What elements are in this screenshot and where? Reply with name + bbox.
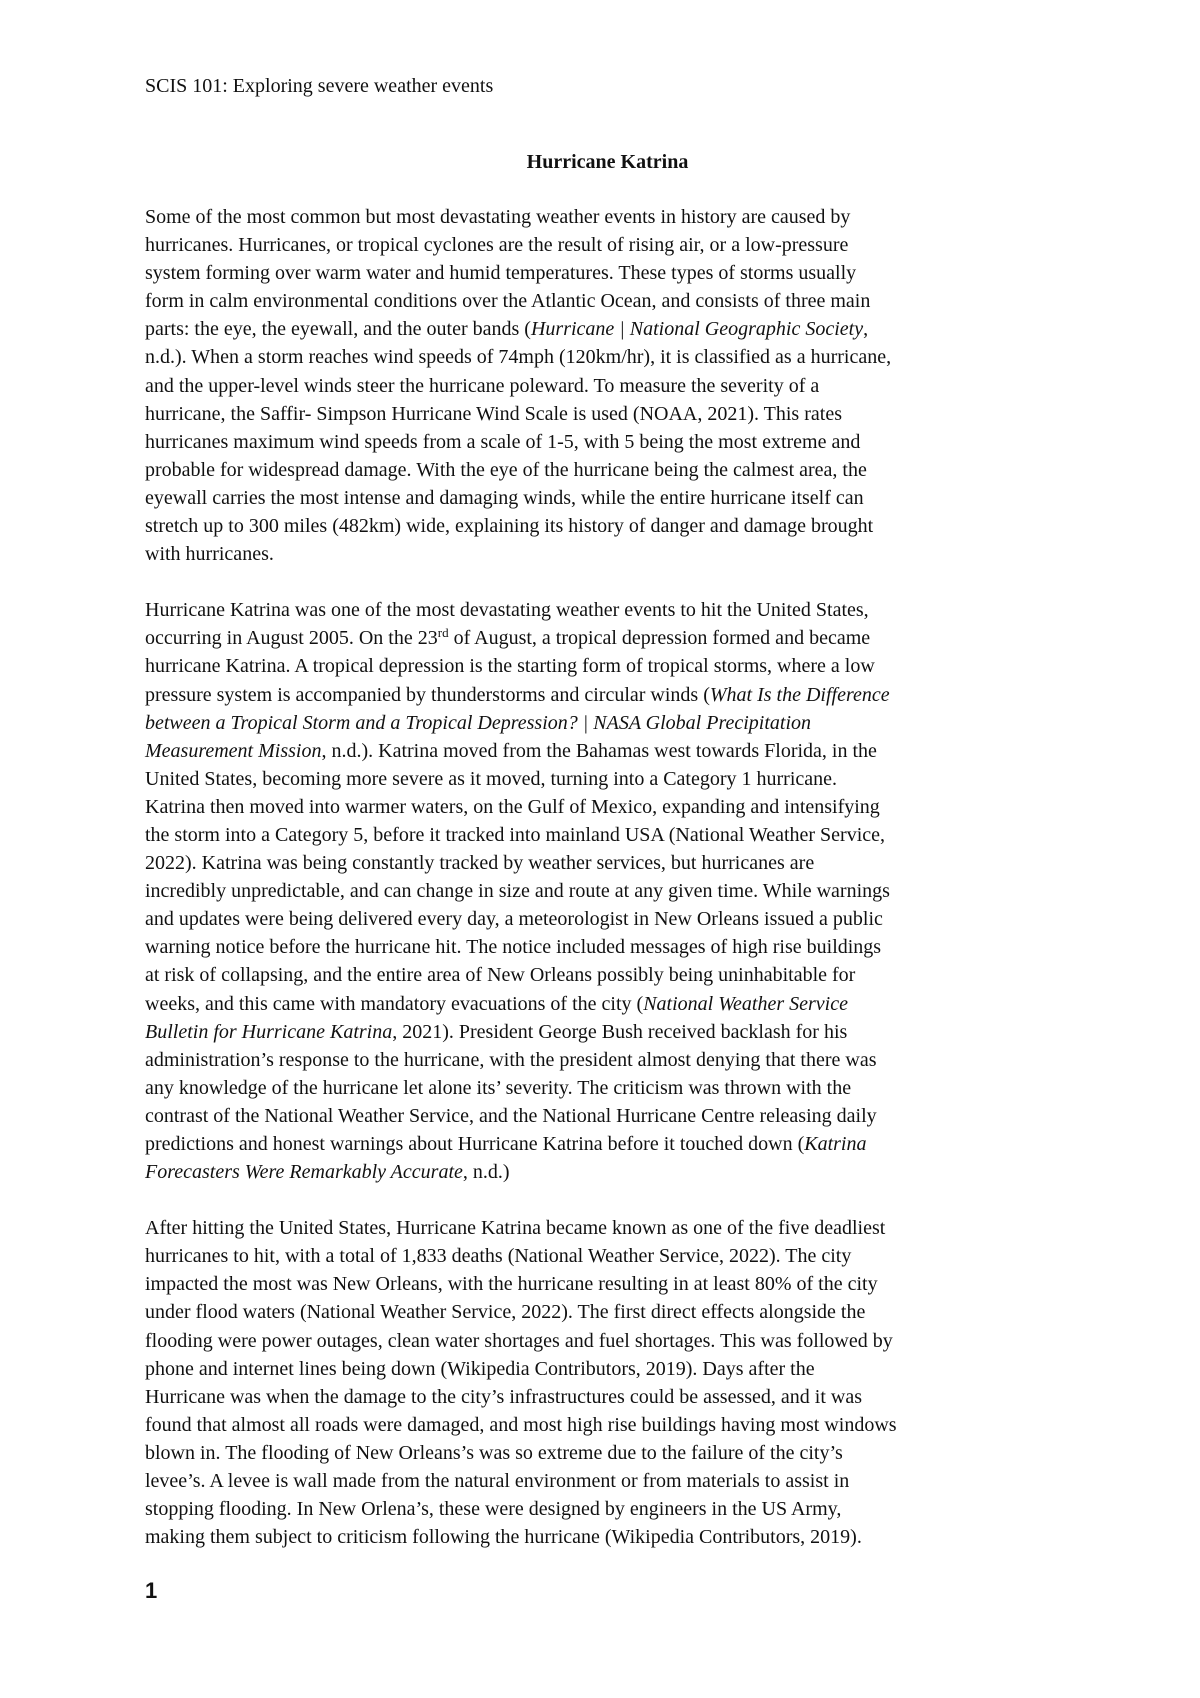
text-run: contrast of the National Weather Service, and the National Hurricane Centre releasing daily	[145, 1104, 877, 1127]
text-line	[145, 1383, 1075, 1411]
text-line	[145, 709, 1075, 737]
text-run: system forming over warm water and humid temperatures. These types of storms usually	[145, 262, 857, 285]
text-line	[145, 1214, 1075, 1242]
text-run: United States, becoming more severe as it moved, turning into a Category 1 hurricane.	[145, 767, 838, 790]
text-line	[145, 428, 1075, 456]
text-line	[145, 456, 1075, 484]
body-paragraph	[145, 203, 1075, 568]
text-line	[145, 905, 1075, 933]
text-run: impacted the most was New Orleans, with the hurricane resulting in at least 80% of the city	[145, 1273, 878, 1296]
citation-title: Katrina	[804, 1133, 867, 1155]
text-line	[145, 484, 1075, 512]
text-line	[145, 765, 1075, 793]
text-run: eyewall carries the most intense and damaging winds, while the entire hurricane itself can	[145, 486, 864, 509]
text-run: predictions and honest warnings about Hurricane Katrina before it touched down (	[145, 1133, 805, 1155]
text-run: , n.d.)	[462, 1161, 510, 1184]
text-run: ,	[863, 318, 869, 341]
text-line	[145, 990, 1075, 1018]
text-line	[145, 1158, 1075, 1186]
text-line	[145, 652, 1075, 680]
text-run: hurricanes to hit, with a total of 1,833 deaths (National Weather Service, 2022). The city	[145, 1245, 852, 1268]
text-run: 2022). Katrina was being constantly tracked by weather services, but hurricanes are	[145, 852, 815, 875]
text-line	[145, 1495, 1075, 1523]
text-run: hurricane, the Saffir- Simpson Hurricane Wind Scale is used (NOAA, 2021). This rates	[145, 402, 842, 425]
text-run: levee’s. A levee is wall made from the natural environment or from materials to assist in	[145, 1470, 850, 1493]
text-line	[145, 540, 1075, 568]
text-line	[145, 1439, 1075, 1467]
text-line	[145, 1355, 1075, 1383]
text-line	[145, 1102, 1075, 1130]
text-line	[145, 793, 1075, 821]
text-run: n.d.). When a storm reaches wind speeds of 74mph (120km/hr), it is classified as a hurricane,	[145, 346, 892, 369]
text-run: under flood waters (National Weather Service, 2022). The first direct effects alongside the	[145, 1301, 866, 1324]
text-run: the storm into a Category 5, before it tracked into mainland USA (National Weather Service,	[145, 823, 886, 846]
text-run: Katrina then moved into warmer waters, on the Gulf of Mexico, expanding and intensifying	[145, 795, 880, 818]
text-line	[145, 203, 1075, 231]
text-run: Some of the most common but most devastating weather events in history are caused by	[145, 206, 851, 228]
text-line	[145, 1327, 1075, 1355]
text-run: and updates were being delivered every day, a meteorologist in New Orleans issued a public	[145, 908, 883, 931]
text-run: with hurricanes.	[145, 543, 274, 566]
text-run: pressure system is accompanied by thunderstorms and circular winds (	[145, 683, 710, 706]
text-line	[145, 1046, 1075, 1074]
text-line	[145, 1018, 1075, 1046]
text-run: at risk of collapsing, and the entire area of New Orleans possibly being uninhabitable for	[145, 964, 856, 987]
text-line	[145, 372, 1075, 400]
text-line	[145, 400, 1075, 428]
text-run: occurring in August 2005. On the 23	[145, 627, 438, 650]
citation-title: Forecasters Were Remarkably Accurate	[145, 1161, 463, 1184]
text-line	[145, 1467, 1075, 1495]
document-body	[145, 203, 1075, 1551]
text-line	[145, 624, 1075, 652]
text-run: probable for widespread damage. With the eye of the hurricane being the calmest area, the	[145, 458, 867, 481]
text-run: blown in. The flooding of New Orleans’s was so extreme due to the failure of the city’s	[145, 1441, 843, 1464]
text-line	[145, 287, 1075, 315]
text-run: incredibly unpredictable, and can change in size and route at any given time. While warnings	[145, 880, 890, 903]
citation-title: between a Tropical Storm and a Tropical Depression? | NASA Global Precipitation	[145, 711, 812, 734]
page-number: 1	[145, 1578, 158, 1603]
citation-title: What Is the Difference	[709, 683, 890, 706]
text-run: form in calm environmental conditions over the Atlantic Ocean, and consists of three main	[145, 290, 871, 313]
text-run: any knowledge of the hurricane let alone its’ severity. The criticism was thrown with the	[145, 1076, 852, 1099]
text-run: phone and internet lines being down (Wikipedia Contributors, 2019). Days after the	[145, 1357, 815, 1380]
text-line	[145, 596, 1075, 624]
text-line	[145, 259, 1075, 287]
text-line	[145, 1270, 1075, 1298]
text-run: Hurricane was when the damage to the city’s infrastructures could be assessed, and it was	[145, 1385, 862, 1408]
text-run: stopping flooding. In New Orlena’s, these were designed by engineers in the US Army,	[145, 1498, 842, 1521]
text-run: of August, a tropical depression formed and became	[448, 627, 871, 650]
text-line	[145, 877, 1075, 905]
body-paragraph	[145, 1214, 1075, 1551]
document-title: Hurricane Katrina	[526, 151, 689, 173]
text-run: found that almost all roads were damaged, and most high rise buildings having most windows	[145, 1413, 897, 1436]
text-line	[145, 1411, 1075, 1439]
text-line	[145, 315, 1075, 343]
text-run: hurricane Katrina. A tropical depression is the starting form of tropical storms, where a low	[145, 655, 875, 678]
text-run: administration’s response to the hurricane, with the president almost denying that there was	[145, 1048, 877, 1071]
citation-title: Bulletin for Hurricane Katrina	[145, 1020, 393, 1043]
body-paragraph	[145, 596, 1075, 1186]
text-line	[145, 1523, 1075, 1551]
text-run: weeks, and this came with mandatory evacuations of the city (	[145, 992, 644, 1015]
text-line	[145, 849, 1075, 877]
text-line	[145, 1130, 1075, 1158]
page-header: SCIS 101: Exploring severe weather events	[145, 75, 494, 97]
text-run: hurricanes. Hurricanes, or tropical cyclones are the result of rising air, or a low-pressure	[145, 234, 849, 257]
citation-title: Hurricane | National Geographic Society	[530, 318, 864, 341]
text-line	[145, 737, 1075, 765]
text-run: parts: the eye, the eyewall, and the outer bands (	[145, 318, 531, 341]
text-line	[145, 231, 1075, 259]
text-line	[145, 1242, 1075, 1270]
text-run: Hurricane Katrina was one of the most devastating weather events to hit the United States,	[145, 599, 869, 622]
text-run: flooding were power outages, clean water shortages and fuel shortages. This was followed by	[145, 1329, 893, 1352]
citation-title: Measurement Mission	[145, 739, 322, 762]
ordinal-suffix: rd	[437, 625, 449, 641]
text-run: warning notice before the hurricane hit. The notice included messages of high rise buildings	[145, 936, 882, 959]
text-line	[145, 681, 1075, 709]
text-line	[145, 821, 1075, 849]
text-line	[145, 343, 1075, 371]
text-line	[145, 933, 1075, 961]
text-run: making them subject to criticism following the hurricane (Wikipedia Contributors, 2019).	[145, 1526, 862, 1549]
text-line	[145, 1298, 1075, 1326]
text-run: , 2021). President George Bush received backlash for his	[392, 1020, 848, 1043]
text-run: and the upper-level winds steer the hurricane poleward. To measure the severity of a	[145, 374, 820, 397]
text-line	[145, 1074, 1075, 1102]
text-run: , n.d.). Katrina moved from the Bahamas west towards Florida, in the	[321, 739, 877, 762]
text-line	[145, 512, 1075, 540]
text-line	[145, 961, 1075, 989]
text-run: stretch up to 300 miles (482km) wide, explaining its history of danger and damage brought	[145, 515, 874, 538]
citation-title: National Weather Service	[643, 992, 848, 1015]
text-run: hurricanes maximum wind speeds from a scale of 1-5, with 5 being the most extreme and	[145, 430, 861, 453]
text-run: After hitting the United States, Hurricane Katrina became known as one of the five deadliest	[145, 1217, 886, 1240]
